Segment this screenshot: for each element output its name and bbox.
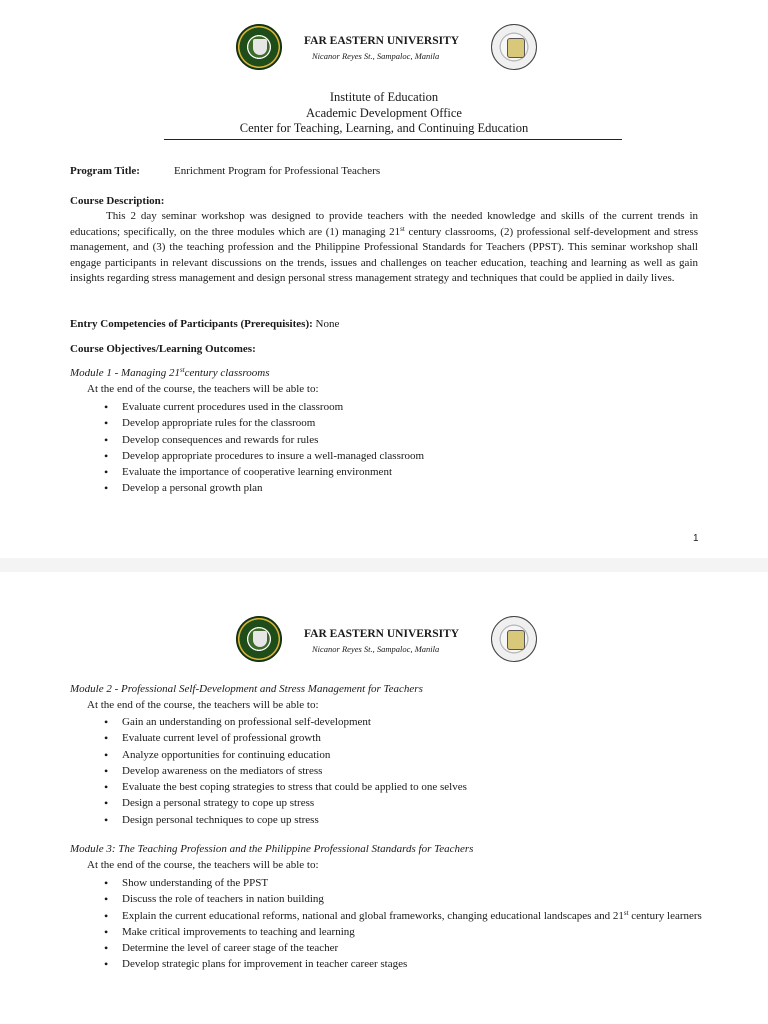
course-description-text: This 2 day seminar workshop was designed to provide teachers with the needed knowledge and skills of the current trends in educations; specifically, on the three modules which are (1) managing 21st century classrooms, (2) professional self-development and stress management, and (3) the teaching profession and the Philippine Professional Standards for Teachers (PPST). This seminar workshop shall engage participants in relevant discussions on the trends, issues and challenges on teacher education, teaching and learning as well as gain insights regarding stress management and design personal stress management strategy and techniques that could be applied in daily lives. — [70, 210, 698, 285]
module-2-outcomes — [104, 714, 704, 828]
list-item: • Develop a personal growth plan — [104, 480, 704, 496]
objectives-heading: Course Objectives/Learning Outcomes: — [70, 343, 256, 355]
list-item: • Analyze opportunities for continuing education — [104, 747, 704, 763]
university-address: Nicanor Reyes St., Sampaloc, Manila — [312, 644, 440, 654]
institute-seal-icon — [491, 616, 537, 662]
list-item: • Evaluate the best coping strategies to stress that could be applied to one selves — [104, 779, 704, 795]
university-address: Nicanor Reyes St., Sampaloc, Manila — [312, 51, 440, 61]
list-item: • Develop consequences and rewards for rules — [104, 432, 704, 448]
university-seal-icon — [236, 24, 282, 70]
program-title-label: Program Title: — [70, 165, 140, 177]
program-title-value: Enrichment Program for Professional Teachers — [174, 165, 381, 177]
institute-seal-icon — [491, 24, 537, 70]
list-item: • Develop awareness on the mediators of stress — [104, 763, 704, 779]
list-item: • Evaluate current procedures used in the classroom — [104, 399, 704, 415]
university-name: FAR EASTERN UNIVERSITY — [304, 628, 460, 640]
list-item: • Make critical improvements to teaching and learning — [104, 924, 704, 940]
office-line-2: Academic Development Office — [306, 106, 462, 120]
list-item: • Determine the level of career stage of the teacher — [104, 940, 704, 956]
list-item: • Develop appropriate procedures to insure a well-managed classroom — [104, 448, 704, 464]
module-3-outcomes — [104, 875, 704, 973]
course-description-heading: Course Description: — [70, 195, 165, 207]
list-item: • Discuss the role of teachers in nation building — [104, 891, 704, 907]
office-line-1: Institute of Education — [329, 90, 439, 104]
module-1-title: Module 1 - Managing 21stcentury classrooms — [70, 366, 270, 379]
list-item: • Design a personal strategy to cope up stress — [104, 795, 704, 811]
list-item: • Evaluate current level of professional growth — [104, 730, 704, 746]
module-1-outcomes — [104, 399, 704, 497]
module-3-intro: At the end of the course, the teachers will be able to: — [87, 859, 319, 871]
university-name: FAR EASTERN UNIVERSITY — [304, 35, 460, 47]
module-2-title: Module 2 - Professional Self-Development and Stress Management for Teachers — [70, 683, 423, 695]
document-page-2 — [0, 572, 768, 1024]
entry-competencies-label: Entry Competencies of Participants (Prerequisites): — [70, 318, 313, 330]
entry-competencies-value: None — [312, 318, 340, 330]
university-seal-icon — [236, 616, 282, 662]
page-number: 1 — [693, 533, 699, 544]
list-item: • Gain an understanding on professional self-development — [104, 714, 704, 730]
list-item: • Explain the current educational reforms, national and global frameworks, changing educational landscapes and 21st century learners — [104, 908, 704, 924]
entry-competencies — [70, 318, 339, 330]
header-divider — [164, 139, 622, 140]
module-3-title: Module 3: The Teaching Profession and the Philippine Professional Standards for Teachers — [70, 843, 474, 855]
list-item: • Develop appropriate rules for the classroom — [104, 415, 704, 431]
module-2-intro: At the end of the course, the teachers will be able to: — [87, 699, 319, 711]
module-1-intro: At the end of the course, the teachers will be able to: — [87, 383, 319, 395]
office-line-3: Center for Teaching, Learning, and Continuing Education — [239, 121, 529, 135]
list-item: • Design personal techniques to cope up stress — [104, 812, 704, 828]
list-item: • Evaluate the importance of cooperative learning environment — [104, 464, 704, 480]
list-item: • Develop strategic plans for improvement in teacher career stages — [104, 956, 704, 972]
list-item: • Show understanding of the PPST — [104, 875, 704, 891]
